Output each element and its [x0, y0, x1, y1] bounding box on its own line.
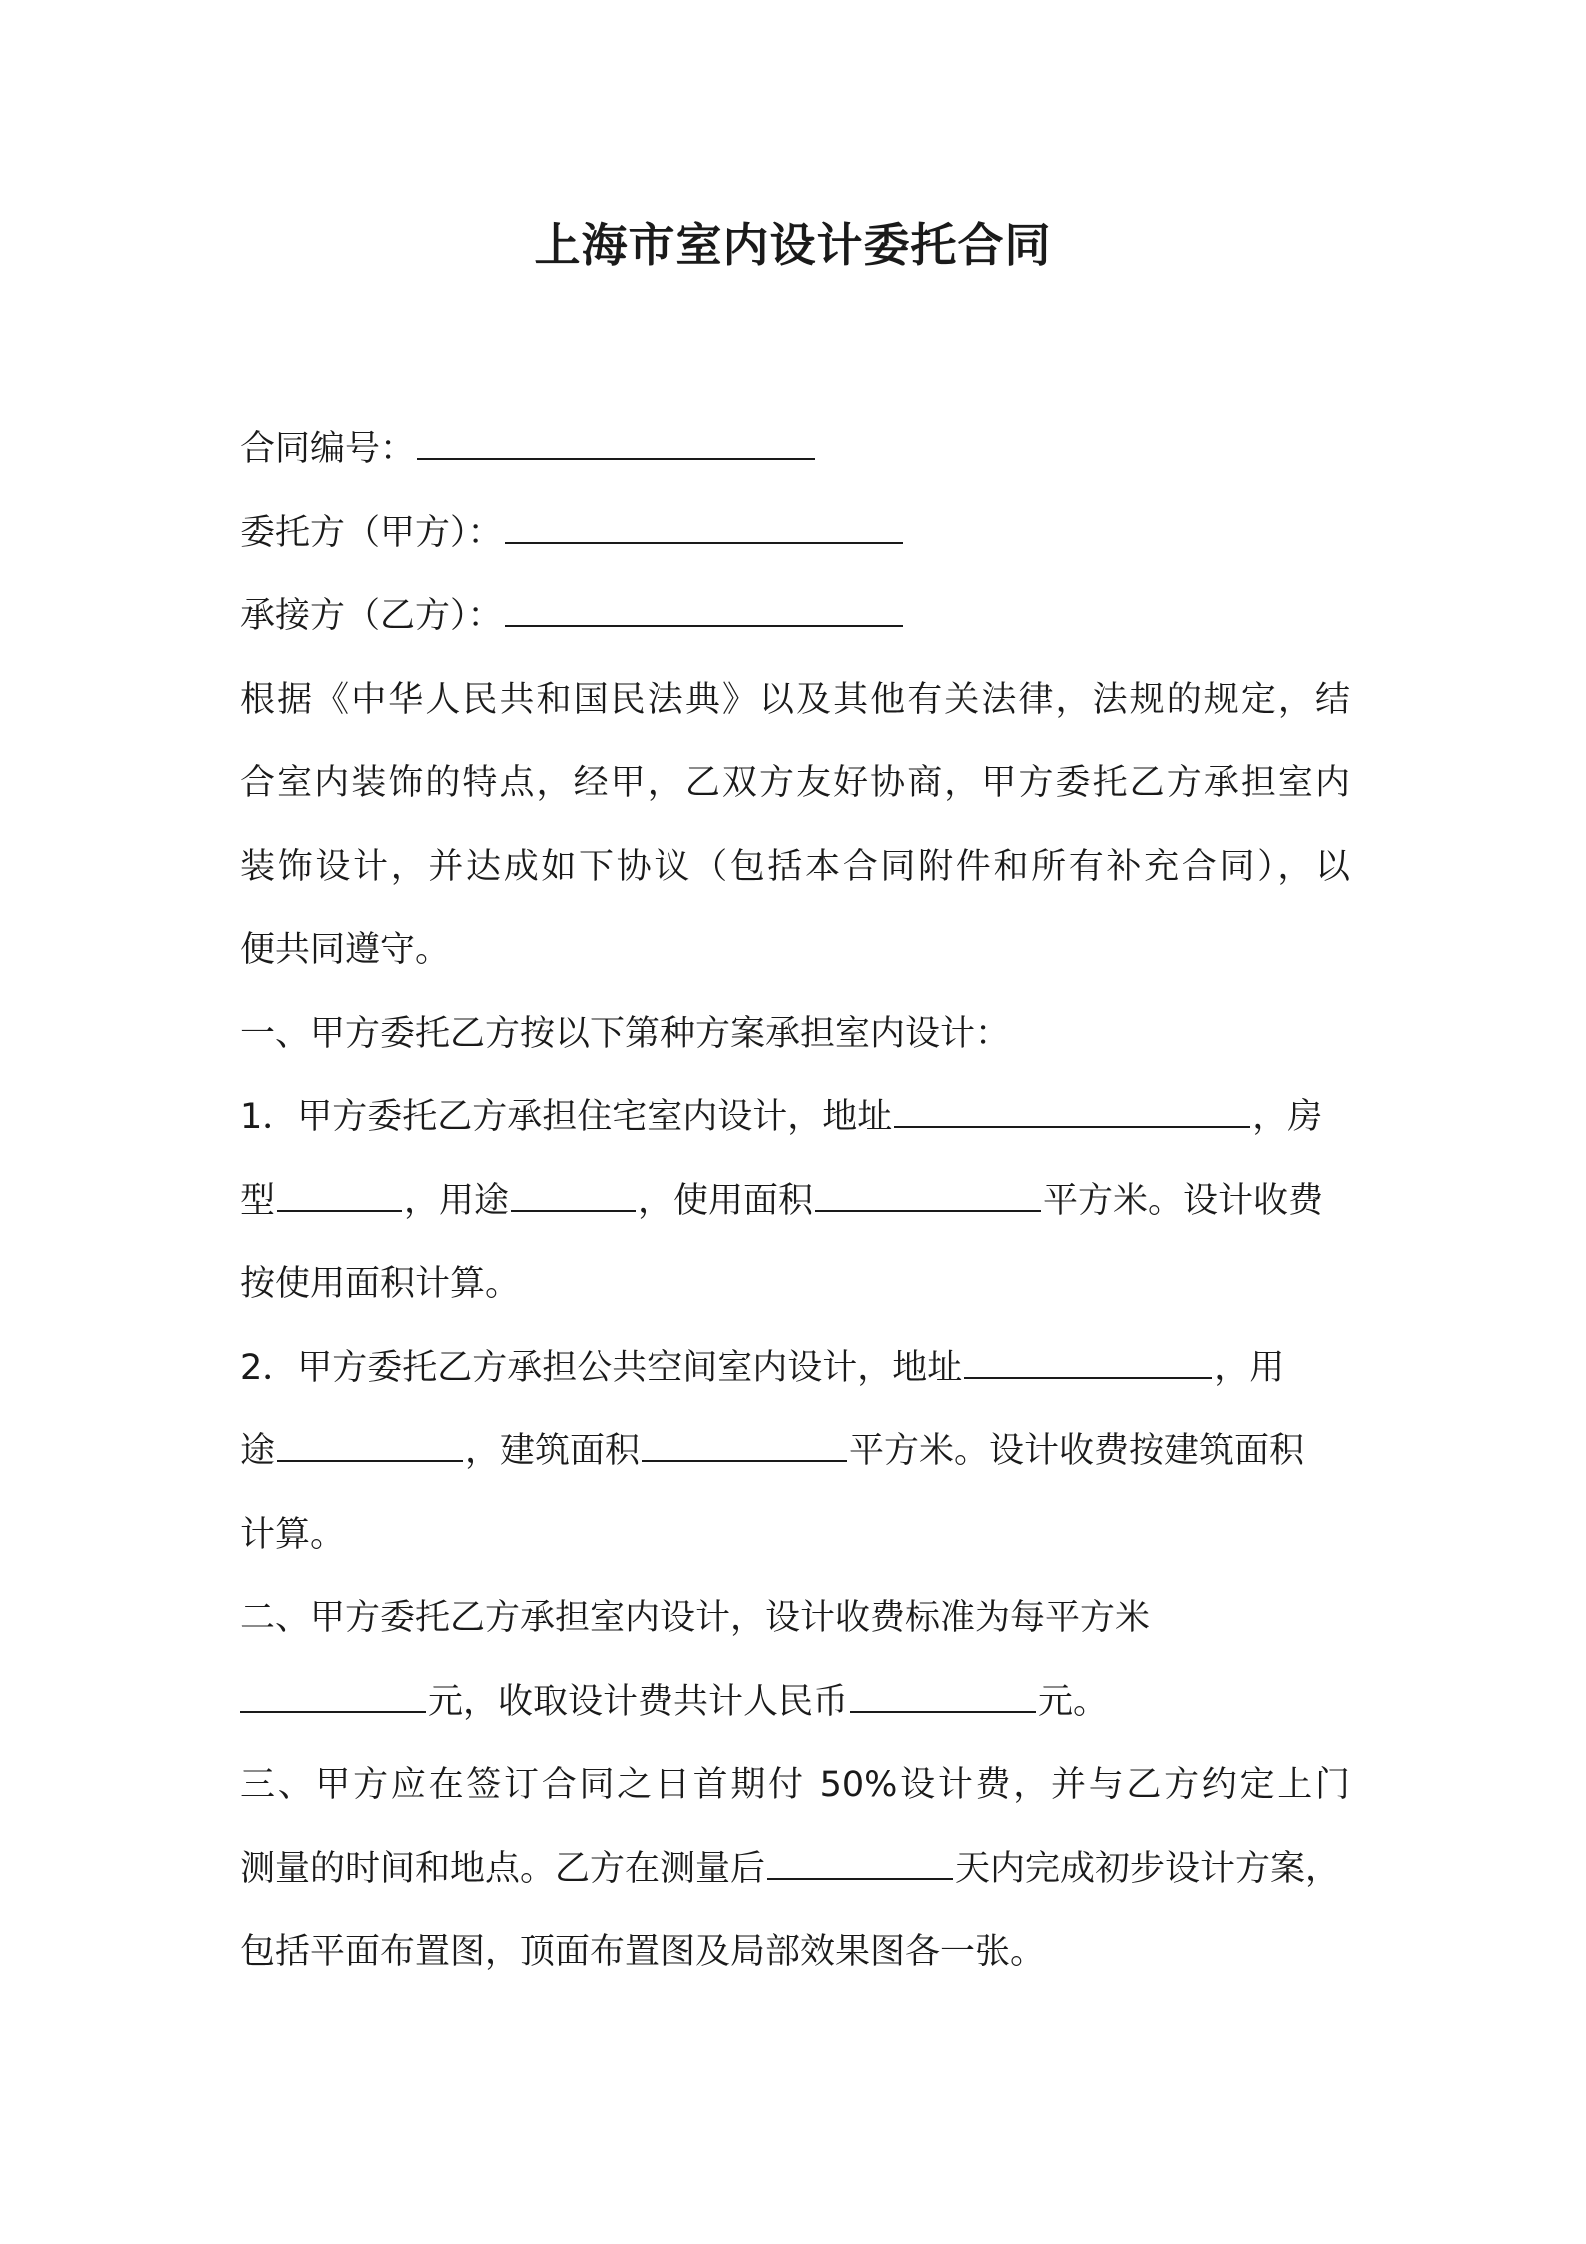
party-a-blank[interactable] — [505, 512, 903, 544]
section-3-line-1: 三、甲方应在签订合同之日首期付 50%设计费，并与乙方约定上门 — [240, 1765, 1350, 1805]
party-b-label: 承接方（乙方）： — [240, 596, 503, 636]
item-2-text-c: 途 — [240, 1431, 276, 1471]
preamble-line-4: 便共同遵守。 — [240, 930, 451, 970]
section-2-line-1: 二、甲方委托乙方承担室内设计，设计收费标准为每平方米 — [240, 1598, 1151, 1638]
total-fee-blank[interactable] — [850, 1681, 1036, 1713]
section-3-line-2 — [240, 1828, 1350, 1912]
item-1-text-c: 型 — [240, 1180, 276, 1221]
item-2-text-b: ，用 — [1214, 1347, 1285, 1388]
preamble-line-3: 装饰设计，并达成如下协议（包括本合同附件和所有补充合同），以 — [240, 846, 1350, 887]
item-2-line-2 — [240, 1410, 1350, 1494]
usable-area-blank[interactable] — [815, 1180, 1041, 1212]
page-title: 上海市室内设计委托合同 — [534, 218, 1052, 272]
party-a-row — [240, 492, 1350, 576]
residence-usage-blank[interactable] — [511, 1180, 636, 1212]
item-1-line-1 — [240, 1076, 1350, 1160]
building-area-blank[interactable] — [642, 1430, 847, 1462]
section-3-text-a: 测量的时间和地点。乙方在测量后 — [240, 1848, 766, 1889]
fee-per-sqm-blank[interactable] — [240, 1681, 426, 1713]
item-1-text-a: 1．甲方委托乙方承担住宅室内设计，地址 — [240, 1097, 893, 1137]
residence-address-blank[interactable] — [894, 1096, 1250, 1128]
house-type-blank[interactable] — [277, 1180, 402, 1212]
item-2-text-a: 2．甲方委托乙方承担公共空间室内设计，地址 — [240, 1347, 963, 1388]
contract-number-blank[interactable] — [417, 428, 815, 460]
preamble-line-2: 合室内装饰的特点，经甲，乙双方友好协商，甲方委托乙方承担室内 — [240, 763, 1350, 803]
section-2-text-a: 元，收取设计费共计人民币 — [428, 1681, 849, 1722]
contract-body — [240, 408, 1350, 1995]
item-1-line-3: 按使用面积计算。 — [240, 1264, 521, 1304]
item-1-text-f: 平方米。设计收费 — [1043, 1180, 1324, 1221]
item-2-line-3: 计算。 — [240, 1514, 346, 1555]
party-a-label: 委托方（甲方）： — [240, 512, 503, 553]
item-2-line-1 — [240, 1327, 1350, 1411]
item-1-text-e: ，使用面积 — [638, 1180, 814, 1221]
public-space-address-blank[interactable] — [964, 1347, 1212, 1379]
party-b-row — [240, 575, 1350, 659]
item-2-text-e: 平方米。设计收费按建筑面积 — [849, 1431, 1305, 1471]
item-2-text-d: ，建筑面积 — [465, 1431, 641, 1471]
section-3-line-3: 包括平面布置图，顶面布置图及局部效果图各一张。 — [240, 1932, 1046, 1972]
item-1-text-b: ，房 — [1252, 1097, 1323, 1137]
section-3-text-b: 天内完成初步设计方案， — [955, 1848, 1341, 1889]
contract-number-label: 合同编号： — [240, 429, 416, 469]
contract-number-row — [240, 408, 1350, 492]
section-2-line-2 — [240, 1661, 1350, 1745]
party-b-blank[interactable] — [505, 595, 903, 627]
public-usage-blank[interactable] — [277, 1430, 463, 1462]
completion-days-blank[interactable] — [767, 1848, 953, 1880]
preamble-line-1: 根据《中华人民共和国民法典》以及其他有关法律，法规的规定，结 — [240, 679, 1350, 720]
item-1-line-2 — [240, 1160, 1350, 1244]
item-1-text-d: ，用途 — [404, 1180, 510, 1221]
section-1-heading: 一、甲方委托乙方按以下第种方案承担室内设计： — [240, 1013, 1011, 1054]
section-2-text-b: 元。 — [1038, 1681, 1109, 1722]
